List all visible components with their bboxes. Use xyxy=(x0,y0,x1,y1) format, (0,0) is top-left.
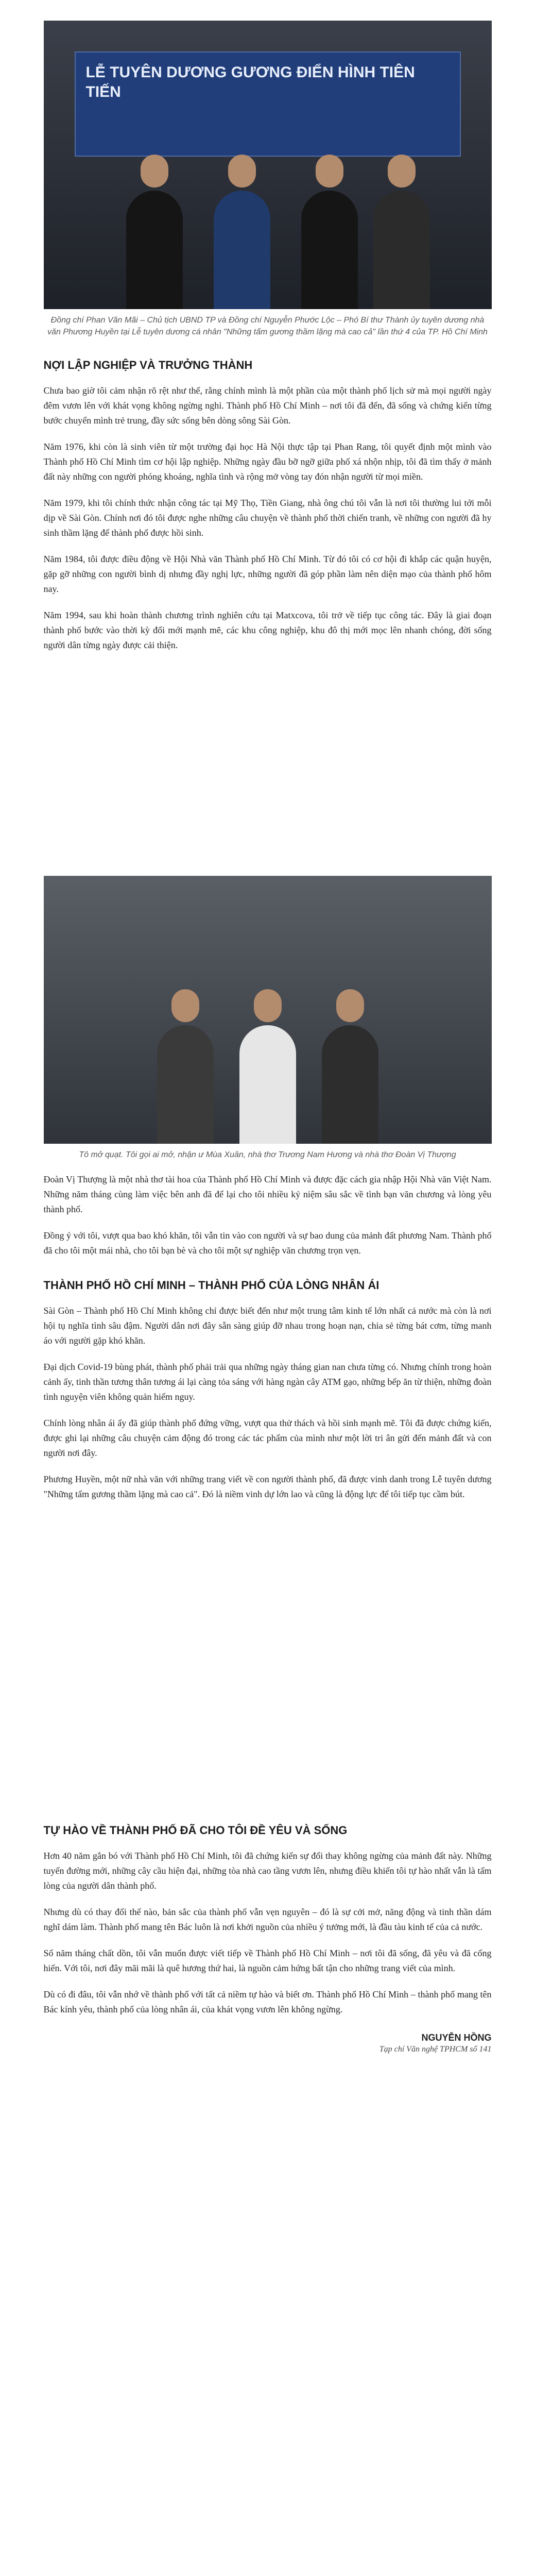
person-figure xyxy=(322,1025,378,1144)
group-photo xyxy=(44,876,492,1144)
paragraph: Năm 1976, khi còn là sinh viên từ một trường đại học Hà Nội thực tập tại Phan Rang, tôi quyết định một mình vào Thành phố Hồ Chí Minh tìm cơ hội lập nghiệp. Những ngày đầu bỡ ngỡ giữa phố xá nhộn nhịp, tôi đã tìm thấy ở mảnh đất này những con người phóng khoáng, nghĩa tình và rộng mở vòng tay đón nhận người từ mọi miền. xyxy=(43,442,492,482)
people-group xyxy=(44,175,492,309)
person-figure xyxy=(126,191,183,309)
backdrop-text: LỄ TUYÊN DƯƠNG GƯƠNG ĐIỂN HÌNH TIÊN TIẾN xyxy=(85,64,415,100)
paragraph: Dù có đi đâu, tôi vẫn nhớ về thành phố với tất cả niềm tự hào và biết ơn. Thành phố Hồ Chí Minh – thành phố mang tên Bác kính yêu, thành phố của lòng nhân ái, của khát vọng vươn lên không ngừng. xyxy=(43,1989,492,2014)
paragraph: Phương Huyền, một nữ nhà văn với những trang viết về con người thành phố, đã được vinh danh trong Lễ tuyên dương "Những tấm gương thầm lặng mà cao cả". Đó là niềm vinh dự lớn lao và cũng là động lực để tôi tiếp tục cầm bút. xyxy=(43,1474,492,1499)
person-figure xyxy=(157,1025,214,1144)
paragraph: Năm 1979, khi tôi chính thức nhận công tác tại Mỹ Thọ, Tiền Giang, nhà ông chú tôi vẫn là nơi tôi thường lui tới mỗi dịp về Sài Gòn. Chính nơi đó tôi được nghe những câu chuyện về thành phố thời chiến tranh, về những con người đã hy sinh thầm lặng để thành phố được hồi sinh. xyxy=(43,498,492,538)
ceremony-photo xyxy=(44,21,492,309)
paragraph: Hơn 40 năm gắn bó với Thành phố Hồ Chí Minh, tôi đã chứng kiến sự đổi thay không ngừng của mảnh đất này. Những tuyến đường mới, những cây cầu hiện đại, những tòa nhà cao tầng vươn lên, nhưng điều khiến tôi tự hào nhất vẫn là tấm lòng của người dân thành phố. xyxy=(43,1851,492,1891)
article-source: Tạp chí Văn nghệ TPHCM số 141 xyxy=(379,2045,492,2054)
author-name: NGUYỄN HỒNG xyxy=(421,2032,492,2043)
section-heading: THÀNH PHỐ HỒ CHÍ MINH – THÀNH PHỐ CỦA LÒNG NHÂN ÁI xyxy=(43,1279,379,1292)
person-figure xyxy=(301,191,358,309)
article-top xyxy=(0,21,535,653)
person-figure xyxy=(214,191,270,309)
section-heading: TỰ HÀO VỀ THÀNH PHỐ ĐÃ CHO TÔI ĐỀ YÊU VÀ SỐNG xyxy=(43,1824,348,1837)
paragraph: Đoàn Vị Thượng là một nhà thơ tài hoa của Thành phố Hồ Chí Minh và được đặc cách gia nhập Hội Nhà văn Việt Nam. Những năm tháng cùng làm việc bên anh đã để lại cho tôi nhiều kỷ niệm sâu sắc về tình bạn văn chương và lòng yêu thành phố. xyxy=(43,1174,492,1214)
paragraph: Nhưng dù có thay đổi thế nào, bản sắc của thành phố vẫn vẹn nguyên – đó là sự cởi mở, năng động và tinh thần dám nghĩ dám làm. Thành phố mang tên Bác luôn là nơi khởi nguồn của nhiều ý tưởng mới, là đầu tàu kinh tế của cả nước. xyxy=(43,1907,492,1932)
section-heading: NỢI LẬP NGHIỆP VÀ TRƯỞNG THÀNH xyxy=(43,359,253,371)
paragraph: Chưa bao giờ tôi cảm nhận rõ rệt như thế, rằng chính mình là một phần của một thành phố lịch sử mà mọi người ngày đêm vươn lên với khát vọng không ngừng nghỉ. Thành phố Hồ Chí Minh – nơi tôi đã đến, đã sống và chứng kiến từng bước chuyển mình trẻ trung, đầy sức sống bên dòng sông Sài Gòn. xyxy=(43,385,492,426)
person-figure xyxy=(373,191,430,309)
article-middle xyxy=(0,876,535,1502)
paragraph: Đại dịch Covid-19 bùng phát, thành phố phải trải qua những ngày tháng gian nan chưa từng có. Nhưng chính trong hoàn cảnh ấy, tinh thần tương thân tương ái lại càng tỏa sáng với hàng ngàn cây ATM gạo, những bếp ăn từ thiện, những đoàn tình nguyện viên không quản hiểm nguy. xyxy=(43,1362,492,1402)
paragraph: Sài Gòn – Thành phố Hồ Chí Minh không chỉ được biết đến như một trung tâm kinh tế lớn nhất cả nước mà còn là nơi hội tụ nghĩa tình sâu đậm. Người dân nơi đây sẵn sàng giúp đỡ nhau trong hoạn nạn, chia sẻ từng bát cơm, từng manh áo với người gặp khó khăn. xyxy=(43,1306,492,1346)
paragraph: Đồng ý với tôi, vượt qua bao khó khăn, tôi vẫn tin vào con người và sự bao dung của mảnh đất phương Nam. Thành phố đã cho tôi một mái nhà, cho tôi bạn bè và cho tôi một sự nghiệp văn chương trọn vẹn. xyxy=(43,1230,492,1256)
people-group xyxy=(44,1010,492,1144)
person-figure xyxy=(239,1025,296,1144)
photo-caption: Tô mở quạt. Tôi gọi ai mở, nhận ư Mùa Xuân, nhà thơ Trương Nam Hương và nhà thơ Đoàn Vị Thượng xyxy=(79,1150,456,1159)
paragraph: Số năm tháng chất dồn, tôi vẫn muốn được viết tiếp về Thành phố Hồ Chí Minh – nơi tôi đã sống, đã yêu và đã cống hiến. Với tôi, nơi đây mãi mãi là quê hương thứ hai, là nguồn cảm hứng bất tận cho những trang viết của mình. xyxy=(43,1948,492,1973)
paragraph: Năm 1984, tôi được điều động về Hội Nhà văn Thành phố Hồ Chí Minh. Từ đó tôi có cơ hội đi khắp các quận huyện, gặp gỡ những con người bình dị nhưng đầy nghị lực, những người đã góp phần làm nên diện mạo của thành phố hôm nay. xyxy=(43,554,492,594)
article-bottom xyxy=(0,1803,535,2054)
paragraph: Chính lòng nhân ái ấy đã giúp thành phố đứng vững, vượt qua thử thách và hồi sinh mạnh mẽ. Tôi đã được chứng kiến, được ghi lại những câu chuyện cảm động đó trong các tác phẩm của mình như một lời tri ân gửi đến mảnh đất và con người nơi đây. xyxy=(43,1418,492,1458)
stage-backdrop xyxy=(75,52,461,157)
paragraph: Năm 1994, sau khi hoàn thành chương trình nghiên cứu tại Matxcova, tôi trở về tiếp tục công tác. Đây là giai đoạn thành phố bước vào thời kỳ đổi mới mạnh mẽ, các khu công nghiệp, khu đô thị mới mọc lên nhanh chóng, đời sống người dân từng ngày được cải thiện. xyxy=(43,610,492,650)
article-signature xyxy=(44,2032,492,2054)
photo-caption: Đồng chí Phan Văn Mãi – Chủ tịch UBND TP và Đồng chí Nguyễn Phước Lộc – Phó Bí thư Thành ủy tuyên dương nhà văn Phương Huyền tại Lễ tuyên dương cá nhân "Những tấm gương thầm lặng mà cao cả" lần thứ 4 của TP. Hồ Chí Minh xyxy=(47,316,488,336)
